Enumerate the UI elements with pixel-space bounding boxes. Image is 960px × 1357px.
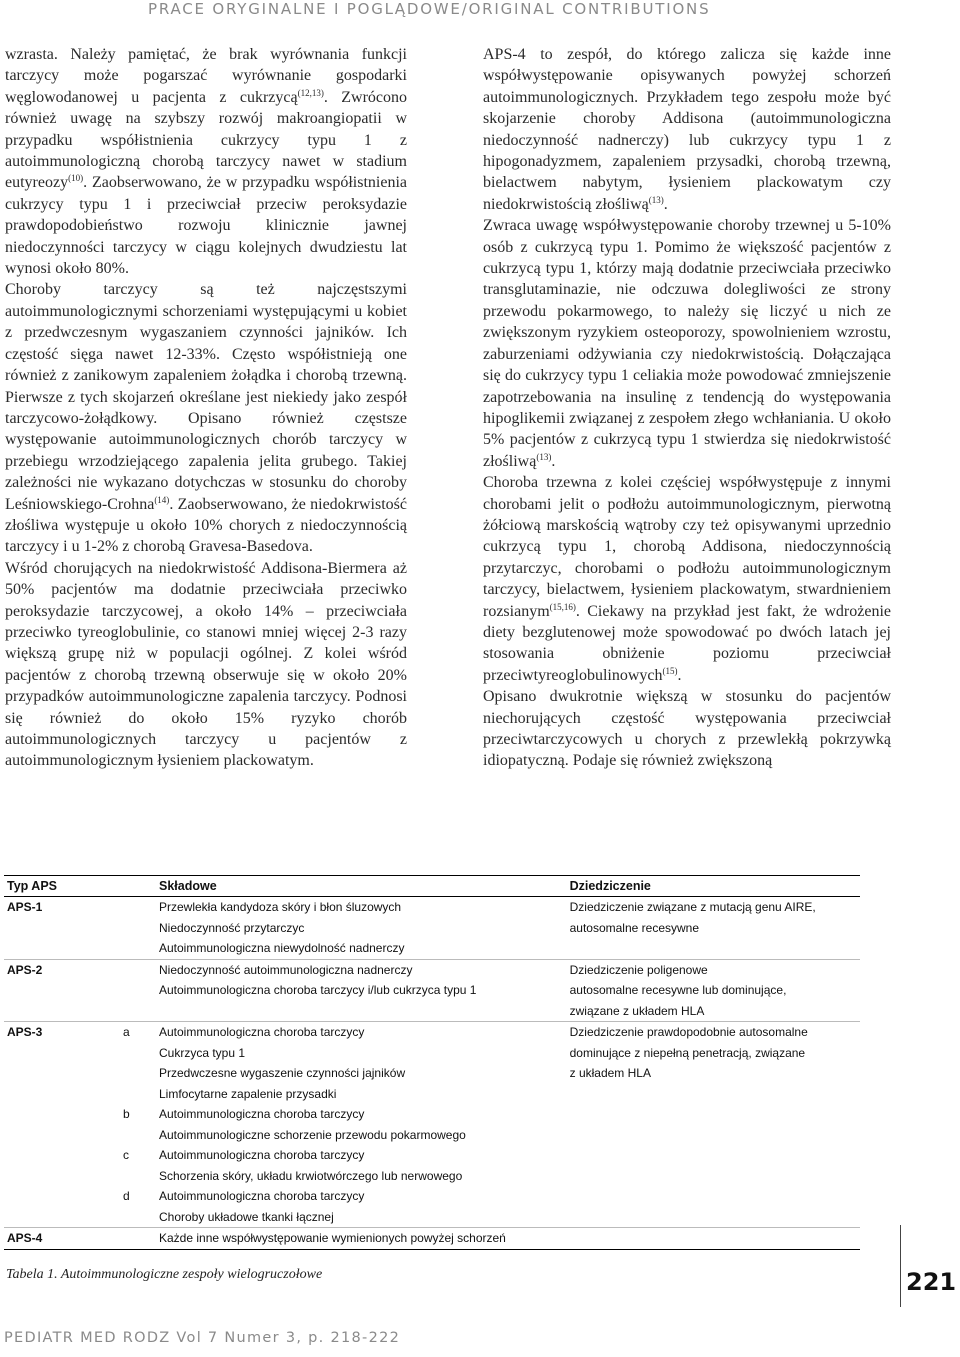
citation-superscript: (10) [68,173,84,184]
cell-inheritance [567,1145,860,1186]
cell-components [156,1145,567,1186]
cell-typ-aps: APS-1 [7,900,43,914]
table-row [4,1228,860,1250]
cell-subtype: d [123,1189,130,1203]
paragraph-text: . [663,195,668,213]
component-line: Autoimmunologiczna choroba tarczycy i/lub cukrzyca typu 1 [159,983,477,997]
cell-typ-aps [4,1104,120,1145]
citation-superscript: (13) [536,451,552,462]
table-row [4,1104,860,1145]
aps-table [4,875,860,1250]
table-row [4,897,860,960]
paragraph-text: wzrasta. Należy pamiętać, że brak wyrównania funkcji tarczycy może pogarszać wyrównanie gospodarki węglowodanowej u pacjenta z cukrzycą [5,46,407,106]
header-typ-aps: Typ APS [7,879,58,893]
inheritance-line: autosomalne recesywne [569,920,700,935]
cell-components [156,1228,567,1250]
component-line: Choroby układowe tkanki łącznej [159,1209,334,1224]
citation-superscript: (12,13) [297,87,324,98]
inheritance-line: Dziedziczenie poligenowe [569,962,708,977]
component-line: Przedwczesne wygaszenie czynności jajników [159,1066,406,1080]
component-line: Autoimmunologiczne schorzenie przewodu pokarmowego [159,1127,466,1142]
paragraph [483,686,891,772]
table-body [4,897,860,1250]
paragraph-text: Opisano dwukrotnie większą w stosunku do pacjentów niechorujących częstość występowania przeciwciał przeciwtarczycowych u chorych z przewlekłą pokrzywką idiopatyczną. Podaje się również zwiększoną [483,688,891,770]
cell-inheritance [567,1104,860,1145]
cell-subtype [120,959,156,1022]
cell-subtype: a [120,1022,156,1105]
page-number-divider [900,1225,901,1307]
cell-components [156,1104,567,1145]
cell-typ-aps [4,1186,120,1228]
paragraph-text: APS-4 to zespół, do którego zalicza się każde inne współwystępowanie opisywanych powyżej schorzeń autoimmunologicznych. Przykładem tego zespołu może być skojarzenie choroby Addisona (autoimmunologiczna niedoczynność nadnerczy) lub cukrzycy typu 1 z hipogonadyzmem, zapaleniem przysadki, chorobą trzewną, bielactwem nabytym, łysieniem plackowatym czy niedokrwistością złośliwą [483,46,891,213]
cell-inheritance [567,897,860,960]
cell-inheritance [567,1228,860,1250]
component-line: Przewlekła kandydoza skóry i błon śluzowych [159,900,402,914]
header-dziedziczenie: Dziedziczenie [569,879,651,893]
inheritance-line: związane z układem HLA [569,1003,705,1018]
paragraph-text: Wśród chorujących na niedokrwistość Addisona-Biermera aż 50% pacjentów ma dodatnie przeciwciała przeciwko peroksydazie tarczycowej, a około 14% – przeciwciała przeciwko tyreoglobulinie, co stanowi mniej więcej 2-3 razy większą grupę niż w populacji ogólnej. Z kolei wśród pacjentów z chorobą trzewną obserwuje się w około 20% przypadków autoimmunologiczne zapalenia tarczycy. Podnosi się również do około 15% ryzyko chorób autoimmunologicznych tarczycy u pacjentów z autoimmunologicznym łysieniem plackowatym. [5,559,407,770]
cell-subtype: c [123,1148,129,1162]
component-line: Autoimmunologiczna choroba tarczycy [159,1107,365,1121]
component-line: Autoimmunologiczna niewydolność nadnerczy [159,941,405,955]
paragraph-text: . Zaobserwowano, że niedokrwistość złośliwa występuje u około 10% chorych z niedoczynnością tarczycy i u 1-2% z chorobą Gravesa-Basedova. [5,495,407,556]
component-line: Schorzenia skóry, układu krwiotwórczego lub nerwowego [159,1168,463,1183]
component-line: Limfocytarne zapalenie przysadki [159,1086,337,1101]
cell-typ-aps [4,1145,120,1186]
paragraph-text: . Ciekawy na przykład jest fakt, że wdrożenie diety bezglutenowej może spowodować po dwóch latach jej stosowania obniżenie poziomu przeciwciał przeciwtyreoglobulinowych [483,602,891,684]
inheritance-line: Dziedziczenie związane z mutacją genu AIRE, [569,900,816,914]
right-text-column [483,44,891,772]
cell-components [156,897,567,960]
cell-inheritance [567,1022,860,1105]
paragraph-text: Choroby tarczycy są też najczęstszymi autoimmunologicznymi schorzeniami występującymi u kobiet z przedwczesnym wygaszaniem czynności jajników. Ich częstość sięga nawet 12-33%. Często współistnieją one również z zanikowym zapaleniem żołądka i chorobą trzewną. Pierwsze z tych skojarzeń określane jest niekiedy jako zespół tarczycowo-żołądkowy. Opisano również częstsze występowanie autoimmunologicznych chorób tarczycy w przebiegu wrzodziejącego zapalenia jelita grubego. Takiej zależności nie wykazano dotychczas w stosunku do choroby Leśniowskiego-Crohna [5,281,407,513]
paragraph-text: Choroba trzewna z kolei częściej współwystępuje z innymi chorobami jelit o podłożu autoimmunologicznym, pierwotną żółciową marskością wątroby czy też opisywanymi uprzednio cukrzycą typu 1, chorobą Addisona, niedoczynnością przytarczyc, chorobami o podłożu autoimmunologicznym tarczycy, bielactwem, łysieniem plackowatym, stwardnieniem rozsianym [483,474,891,620]
cell-subtype [120,897,156,960]
cell-inheritance [567,959,860,1022]
paragraph-text: . Zwrócono również uwagę na szybszy rozwój makroangiopatii w przypadku współistnienia cukrzycy typu 1 z autoimmunologiczną chorobą tarczycy nawet w stadium eutyreozy [5,88,407,192]
paragraph [483,215,891,472]
paragraph [5,44,407,279]
aps-table-container [0,875,860,1250]
table-row [4,1186,860,1228]
inheritance-line: z układem HLA [569,1066,651,1080]
table-row [4,959,860,1022]
paragraph-text: Zwraca uwagę współwystępowanie choroby trzewnej u 5-10% osób z cukrzycą typu 1. Pomimo że większość pacjentów z cukrzycą typu 1, którzy mają dodatnie przeciwciała przeciwko transglutaminazie, nie odczuwa dolegliwości ze strony przewodu pokarmowego, to należy się liczyć u nich ze zwiększonym ryzykiem osteoporozy, spowolnieniem wzrostu, zaburzeniami odżywiania czy niedokrwistością. Dołączająca się do cukrzycy typu 1 celiakia może powodować zmniejszenie zapotrzebowania na insulinę z tendencją do występowania hipoglikemii związanej z zespołem złego wchłaniania. U około 5% pacjentów z cukrzycą typu 1 stwierdza się niedokrwistość złośliwą [483,217,891,470]
inheritance-line: autosomalne recesywne lub dominujące, [569,983,787,997]
component-line: Cukrzyca typu 1 [159,1045,246,1060]
component-line: Autoimmunologiczna choroba tarczycy [159,1148,365,1162]
component-line: Autoimmunologiczna choroba tarczycy [159,1025,365,1039]
page-number: 221 [906,1268,957,1296]
paragraph-text: . [677,666,682,684]
citation-superscript: (15,16) [549,601,576,612]
table-caption: Tabela 1. Autoimmunologiczne zespoły wielogruczołowe [6,1267,323,1282]
citation-superscript: (14) [154,494,170,505]
cell-subtype: b [123,1107,130,1121]
citation-superscript: (13) [648,194,664,205]
citation-superscript: (15) [662,665,678,676]
paragraph-text: . [551,452,556,470]
cell-inheritance [567,1186,860,1228]
paragraph [483,44,891,215]
left-text-column [5,44,407,772]
journal-section-header: PRACE ORYGINALNE I POGLĄDOWE/ORIGINAL CONTRIBUTIONS [148,0,711,18]
cell-components [156,959,567,1022]
component-line: Niedoczynność przytarczyc [159,920,305,935]
header-subtype [120,876,156,897]
table-row [4,1022,860,1105]
inheritance-line: dominujące z niepełną penetracją, związane [569,1045,806,1060]
journal-footer: PEDIATR MED RODZ Vol 7 Numer 3, p. 218-222 [4,1330,401,1346]
component-line: Każde inne współwystępowanie wymienionych powyżej schorzeń [159,1231,506,1245]
paragraph-text: . Zaobserwowano, że w przypadku współistnienia cukrzycy typu 1 i przeciwciał przeciw peroksydazie prawdopodobieństwo rozwoju klinicznie jawnej niedoczynności tarczycy w ciągu kolejnych dwudziestu lat wynosi około 80%. [5,174,407,278]
cell-components [156,1186,567,1228]
component-line: Niedoczynność autoimmunologiczna nadnerczy [159,962,413,977]
component-line: Autoimmunologiczna choroba tarczycy [159,1189,365,1203]
inheritance-line: Dziedziczenie prawdopodobnie autosomalne [569,1025,808,1039]
cell-components [156,1022,567,1105]
cell-subtype [120,1228,156,1250]
cell-typ-aps: APS-4 [4,1228,120,1250]
table-row [4,1145,860,1186]
header-skladowe: Składowe [159,879,217,893]
paragraph [5,279,407,557]
paragraph [5,558,407,772]
table-header-row [4,876,860,897]
cell-typ-aps: APS-2 [4,959,120,1022]
cell-typ-aps: APS-3 [4,1022,120,1105]
paragraph [483,472,891,686]
